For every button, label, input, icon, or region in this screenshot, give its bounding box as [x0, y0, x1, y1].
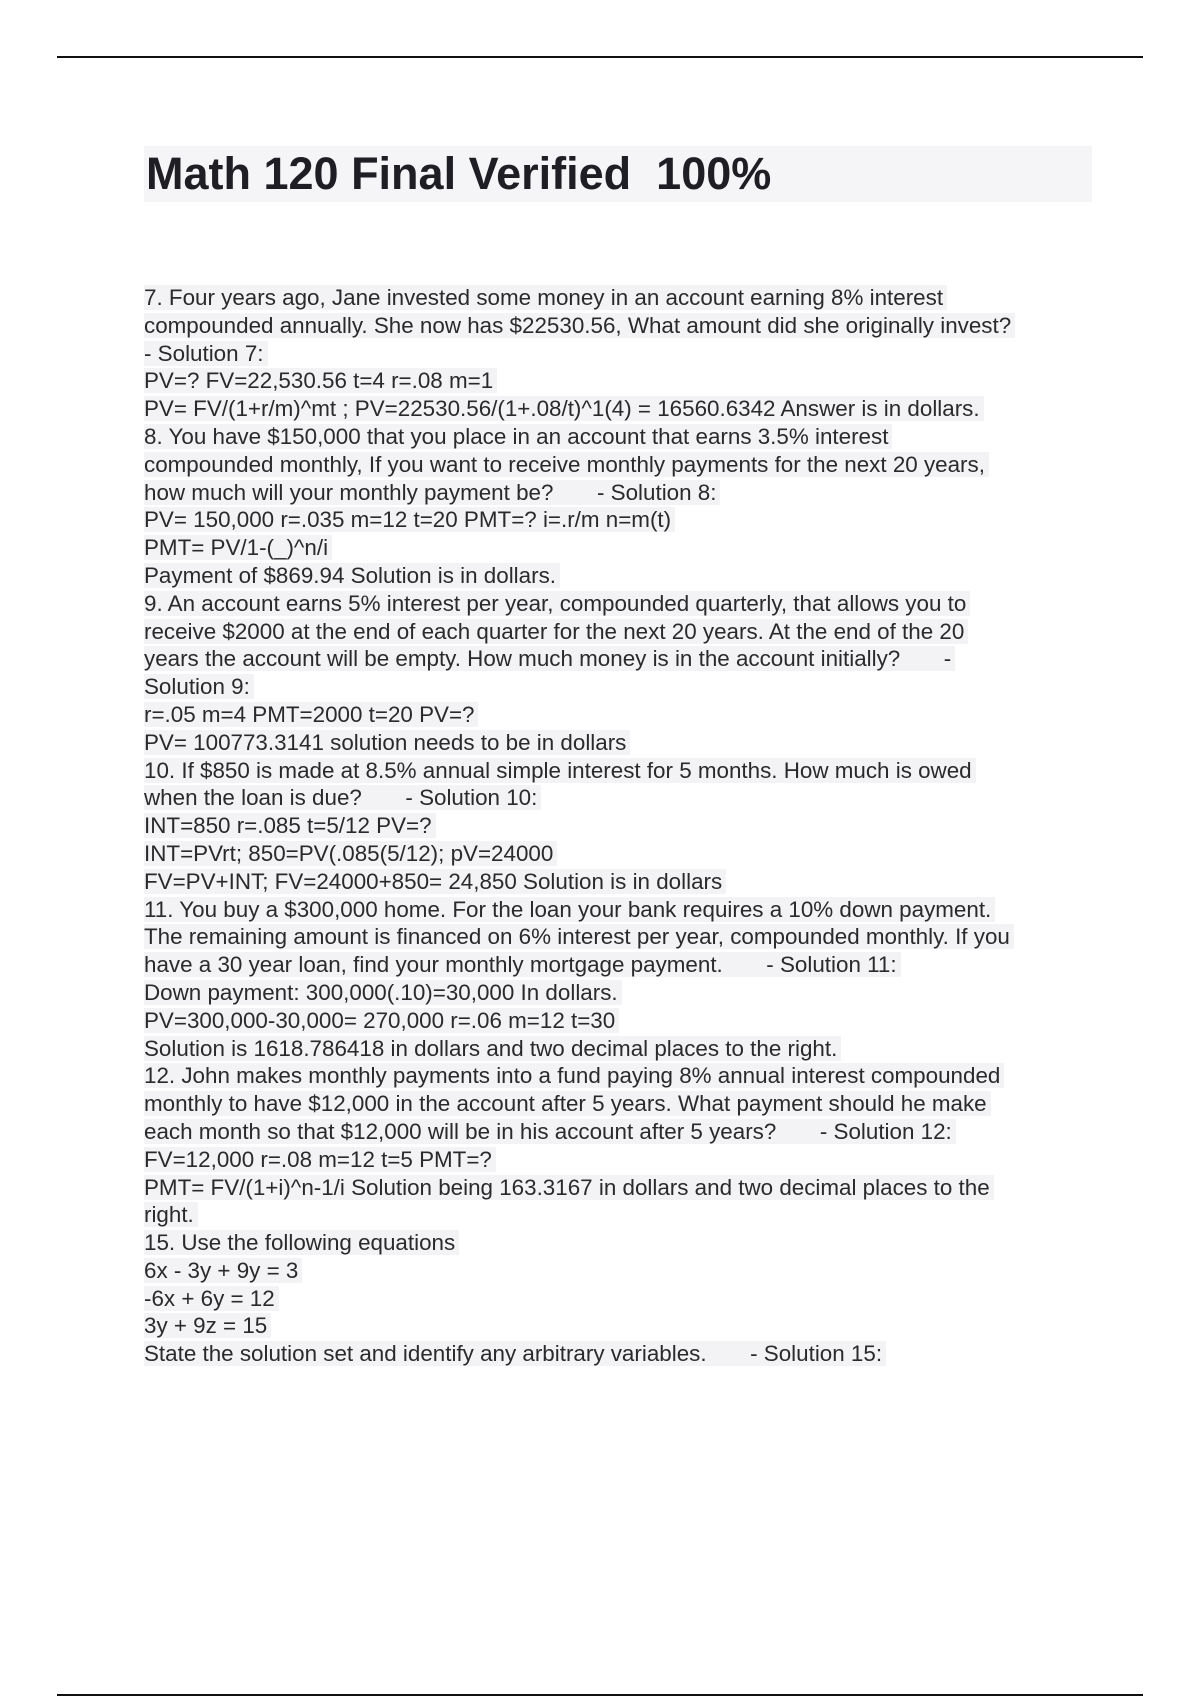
text-line — [144, 534, 1099, 562]
text-line — [144, 423, 1099, 451]
text-line-content: INT=PVrt; 850=PV(.085(5/12); pV=24000 — [144, 841, 557, 866]
document-title: Math 120 Final Verified 100% — [146, 148, 772, 199]
text-line-content: 11. You buy a $300,000 home. For the loan your bank requires a 10% down payment. — [144, 897, 995, 922]
text-line-content: 8. You have $150,000 that you place in an account that earns 3.5% interest — [144, 424, 892, 449]
text-line — [144, 451, 1099, 479]
text-line-content: 7. Four years ago, Jane invested some money in an account earning 8% interest — [144, 285, 947, 310]
text-line — [144, 812, 1099, 840]
text-line — [144, 1229, 1099, 1257]
text-line — [144, 562, 1099, 590]
text-line-content: Down payment: 300,000(.10)=30,000 In dollars. — [144, 980, 622, 1005]
text-line-content: PMT= PV/1-(_)^n/i — [144, 535, 332, 560]
text-line-content: PMT= FV/(1+i)^n-1/i Solution being 163.3167 in dollars and two decimal places to the — [144, 1175, 994, 1200]
text-line — [144, 673, 1099, 701]
text-line — [144, 1035, 1099, 1063]
text-line — [144, 284, 1099, 312]
text-line — [144, 1285, 1099, 1313]
text-line — [144, 840, 1099, 868]
text-line-content: FV=PV+INT; FV=24000+850= 24,850 Solution is in dollars — [144, 869, 726, 894]
text-line-content: 3y + 9z = 15 — [144, 1313, 271, 1338]
text-line — [144, 1257, 1099, 1285]
bottom-rule — [57, 1694, 1143, 1696]
text-line — [144, 590, 1099, 618]
text-line-content: how much will your monthly payment be? - Solution 8: — [144, 480, 720, 505]
text-line-content: The remaining amount is financed on 6% interest per year, compounded monthly. If you — [144, 924, 1014, 949]
text-line — [144, 1174, 1099, 1202]
text-line — [144, 312, 1099, 340]
top-rule — [57, 56, 1143, 58]
text-line-content: compounded monthly, If you want to receive monthly payments for the next 20 years, — [144, 452, 989, 477]
text-line-content: -6x + 6y = 12 — [144, 1286, 279, 1311]
text-line — [144, 340, 1099, 368]
text-line-content: 12. John makes monthly payments into a fund paying 8% annual interest compounded — [144, 1063, 1004, 1088]
text-line — [144, 757, 1099, 785]
text-line-content: 6x - 3y + 9y = 3 — [144, 1258, 302, 1283]
text-line — [144, 645, 1099, 673]
text-line — [144, 367, 1099, 395]
text-line-content: PV= 100773.3141 solution needs to be in dollars — [144, 730, 630, 755]
text-line — [144, 951, 1099, 979]
text-line-content: receive $2000 at the end of each quarter for the next 20 years. At the end of the 20 — [144, 619, 968, 644]
text-line-content: 10. If $850 is made at 8.5% annual simple interest for 5 months. How much is owed — [144, 758, 976, 783]
text-line — [144, 729, 1099, 757]
text-line — [144, 1312, 1099, 1340]
text-line — [144, 784, 1099, 812]
text-line — [144, 479, 1099, 507]
document-body — [144, 284, 1099, 1368]
text-line-content: PV=300,000-30,000= 270,000 r=.06 m=12 t=30 — [144, 1008, 619, 1033]
text-line-content: r=.05 m=4 PMT=2000 t=20 PV=? — [144, 702, 478, 727]
text-line — [144, 868, 1099, 896]
text-line — [144, 1146, 1099, 1174]
text-line — [144, 1118, 1099, 1146]
text-line — [144, 1090, 1099, 1118]
text-line-content: Solution is 1618.786418 in dollars and two decimal places to the right. — [144, 1036, 841, 1061]
text-line-content: - Solution 7: — [144, 341, 268, 366]
text-line — [144, 896, 1099, 924]
text-line-content: Payment of $869.94 Solution is in dollars. — [144, 563, 560, 588]
text-line — [144, 923, 1099, 951]
text-line — [144, 1062, 1099, 1090]
text-line — [144, 506, 1099, 534]
text-line-content: years the account will be empty. How much money is in the account initially? - — [144, 646, 955, 671]
text-line-content: PV= 150,000 r=.035 m=12 t=20 PMT=? i=.r/m n=m(t) — [144, 507, 675, 532]
text-line-content: have a 30 year loan, find your monthly mortgage payment. - Solution 11: — [144, 952, 901, 977]
text-line — [144, 1201, 1099, 1229]
text-line — [144, 395, 1099, 423]
text-line-content: PV=? FV=22,530.56 t=4 r=.08 m=1 — [144, 368, 497, 393]
text-line-content: monthly to have $12,000 in the account after 5 years. What payment should he make — [144, 1091, 991, 1116]
text-line — [144, 1340, 1099, 1368]
text-line — [144, 701, 1099, 729]
text-line-content: Solution 9: — [144, 674, 254, 699]
text-line — [144, 979, 1099, 1007]
text-line-content: PV= FV/(1+r/m)^mt ; PV=22530.56/(1+.08/t)^1(4) = 16560.6342 Answer is in dollars. — [144, 396, 984, 421]
text-line-content: State the solution set and identify any arbitrary variables. - Solution 15: — [144, 1341, 886, 1366]
text-line-content: each month so that $12,000 will be in his account after 5 years? - Solution 12: — [144, 1119, 956, 1144]
text-line — [144, 618, 1099, 646]
text-line-content: when the loan is due? - Solution 10: — [144, 785, 541, 810]
text-line-content: right. — [144, 1202, 198, 1227]
text-line-content: INT=850 r=.085 t=5/12 PV=? — [144, 813, 436, 838]
text-line-content: FV=12,000 r=.08 m=12 t=5 PMT=? — [144, 1147, 496, 1172]
text-line-content: 9. An account earns 5% interest per year, compounded quarterly, that allows you to — [144, 591, 970, 616]
text-line-content: compounded annually. She now has $22530.56, What amount did she originally invest? — [144, 313, 1015, 338]
text-line-content: 15. Use the following equations — [144, 1230, 459, 1255]
text-line — [144, 1007, 1099, 1035]
